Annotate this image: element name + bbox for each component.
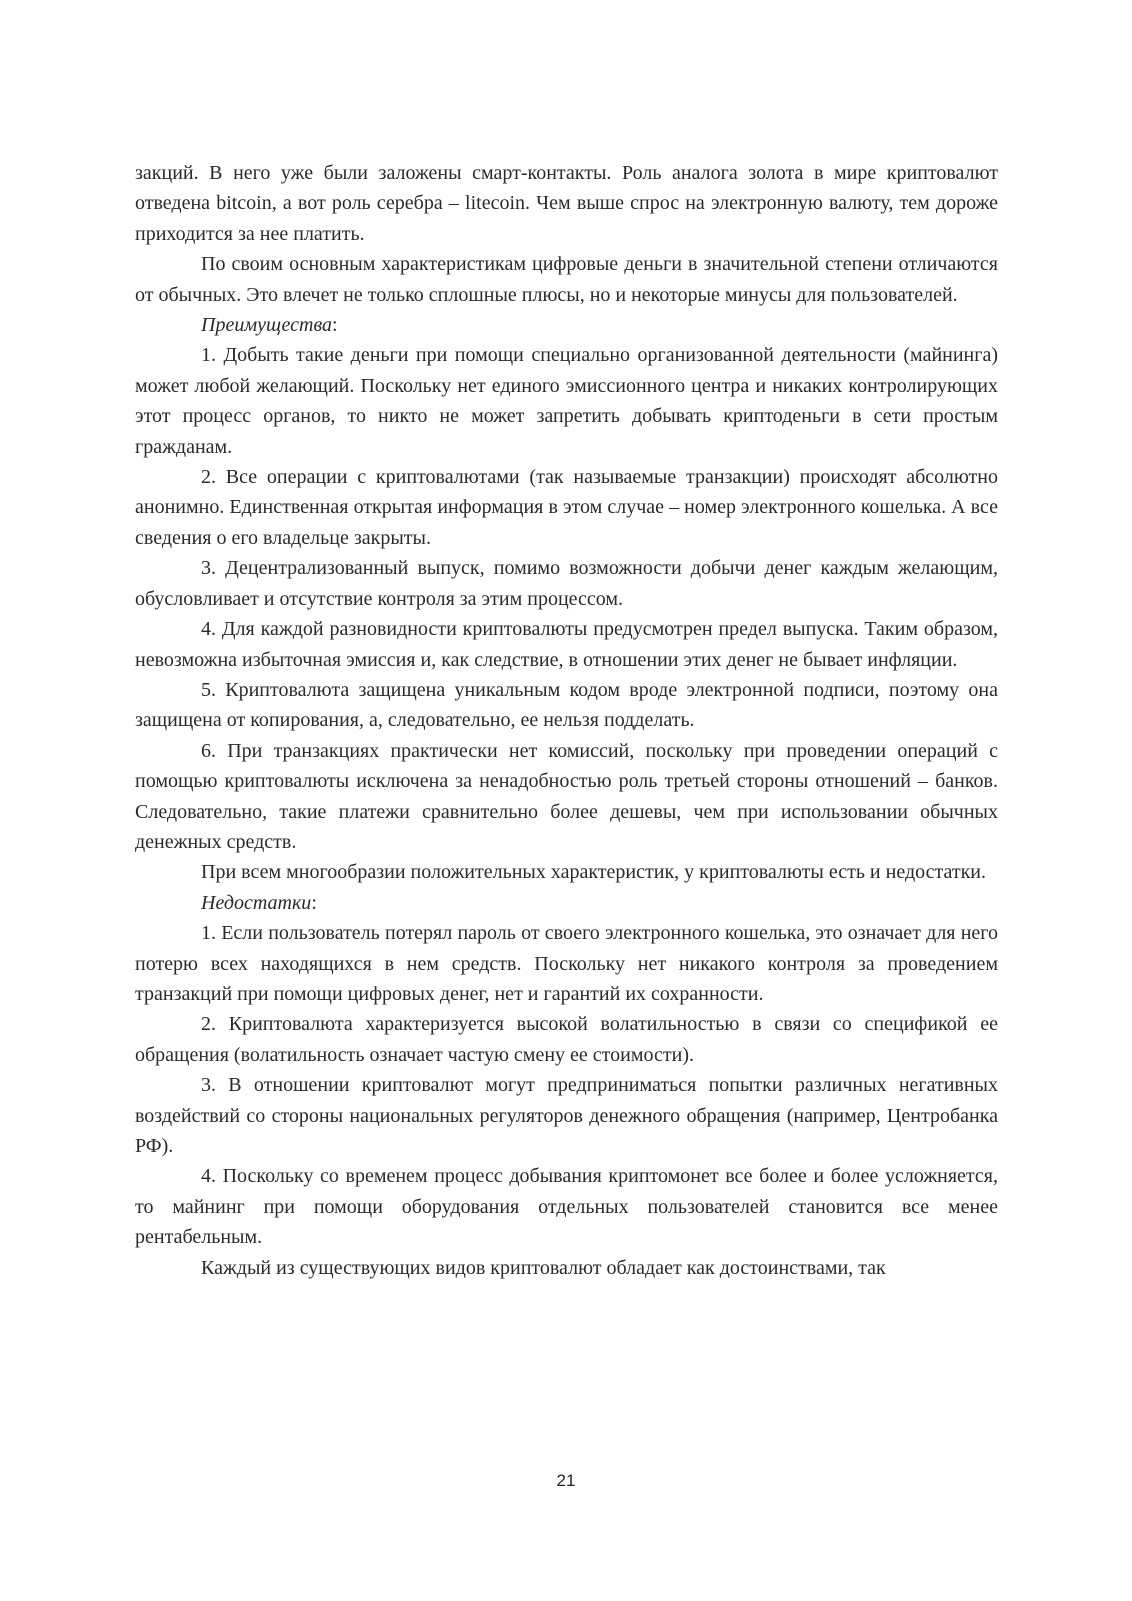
paragraph-characteristics: По своим основным характеристикам цифровые деньги в значительной степени отличаются от обычных. Это влечет не только сплошные плюсы, но и некоторые минусы для пользователей. <box>135 253 998 306</box>
disadvantage-item-3: 3. В отношении криптовалют могут предприниматься попытки различных негативных воздействий со стороны национальных регуляторов денежного обращения (например, Центробанка РФ). <box>135 1074 998 1157</box>
heading-advantages-colon: : <box>332 314 338 337</box>
heading-advantages-label: Преимущества <box>201 314 333 337</box>
advantage-item-6: 6. При транзакциях практически нет комиссий, поскольку при проведении операций с помощью криптовалюты исключена за ненадобностью роль третьей стороны отношений – банков. Следовательно, такие платежи сравнительно более дешевы, чем при использовании обычных денежных средств. <box>135 739 998 853</box>
advantage-item-2: 2. Все операции с криптовалютами (так называемые транзакции) происходят абсолютно анонимно. Единственная открытая информация в этом случае – номер электронного кошелька. А все сведения о его владельце закрыты. <box>135 466 998 549</box>
disadvantage-item-4: 4. Поскольку со временем процесс добывания криптомонет все более и более усложняется, то майнинг при помощи оборудования отдельных пользователей становится все менее рентабельным. <box>135 1165 998 1249</box>
paragraph-final: Каждый из существующих видов криптовалют обладает как достоинствами, так <box>201 1256 886 1279</box>
heading-disadvantages-label: Недостатки <box>201 891 312 914</box>
disadvantage-item-2: 2. Криптовалюта характеризуется высокой волатильностью в связи со спецификой ее обращения (волатильность означает частую смену ее стоимости). <box>135 1013 998 1066</box>
advantage-item-1: 1. Добыть такие деньги при помощи специально организованной деятельности (майнинга) может любой желающий. Поскольку нет единого эмиссионного центра и никаких контролирующих этот процесс органов, то никто не может запретить добывать криптоденьги в сети простым гражданам. <box>135 344 998 458</box>
advantage-item-3: 3. Децентрализованный выпуск, помимо возможности добычи денег каждым желающим, обусловливает и отсутствие контроля за этим процессом. <box>135 557 998 610</box>
heading-disadvantages <box>135 888 998 918</box>
heading-advantages <box>135 310 998 340</box>
advantage-item-4: 4. Для каждой разновидности криптовалюты предусмотрен предел выпуска. Таким образом, невозможна избыточная эмиссия и, как следствие, в отношении этих денег не бывает инфляции. <box>135 618 998 671</box>
page-number: 21 <box>556 1471 576 1490</box>
paragraph-intro-continuation: закций. В него уже были заложены смарт-контакты. Роль аналога золота в мире криптовалют отведена bitcoin, а вот роль серебра – litecoin. Чем выше спрос на электронную валюту, тем дороже приходится за нее платить. <box>135 162 998 245</box>
advantage-item-5: 5. Криптовалюта защищена уникальным кодом вроде электронной подписи, поэтому она защищена от копирования, а, следовательно, ее нельзя подделать. <box>135 678 998 732</box>
body-text <box>135 158 998 1283</box>
heading-disadvantages-colon: : <box>311 891 317 914</box>
disadvantage-item-1: 1. Если пользователь потерял пароль от своего электронного кошелька, это означает для него потерю всех находящихся в нем средств. Поскольку нет никакого контроля за проведением транзакций при помощи цифровых денег, нет и гарантий их сохранности. <box>135 922 998 1005</box>
paragraph-transition: При всем многообразии положительных характеристик, у криптовалюты есть и недостатки. <box>201 861 987 884</box>
